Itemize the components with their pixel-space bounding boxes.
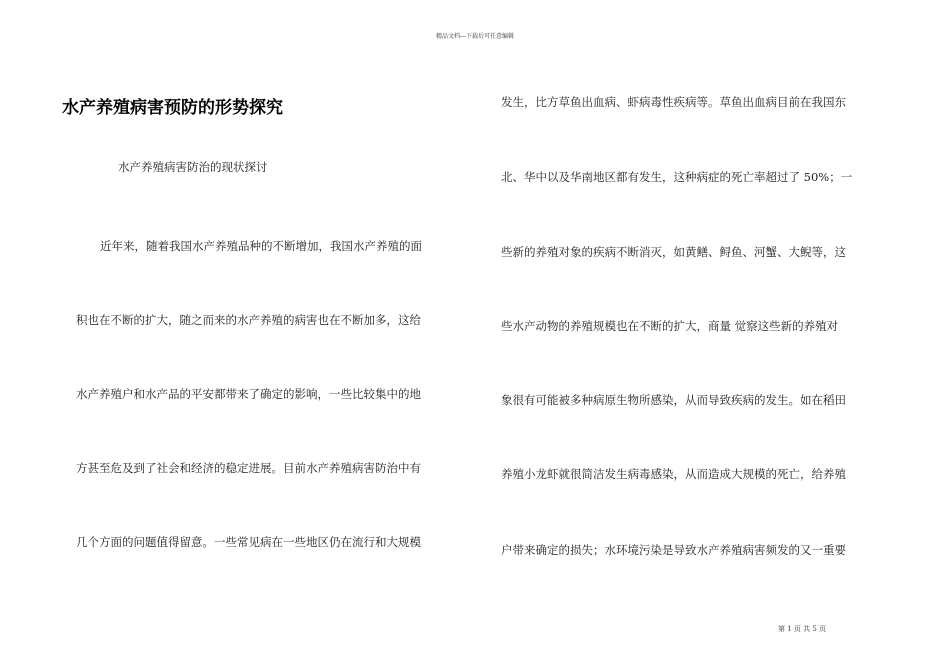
left-line-4: 方甚至危及到了社会和经济的稳定进展。目前水产养殖病害防治中有	[76, 461, 421, 475]
header-note: 精品文档---下载后可任意编辑	[435, 33, 515, 40]
left-line-2: 积也在不断的扩大，随之而来的水产养殖的病害也在不断加多，这给	[76, 313, 421, 327]
left-line-1: 近年来，随着我国水产养殖品种的不断增加，我国水产养殖的面	[100, 239, 422, 253]
left-line-3: 水产养殖户和水产品的平安都带来了确定的影响，一些比较集中的地	[76, 387, 421, 401]
right-line-6: 养殖小龙虾就很简洁发生病毒感染，从而造成大规模的死亡，给养殖	[501, 467, 846, 481]
right-line-7: 户带来确定的损失；水环境污染是导致水产养殖病害频发的又一重要	[501, 543, 846, 557]
right-line-3: 些新的养殖对象的疾病不断消灭，如黄鳝、鲟鱼、河蟹、大鲵等，这	[501, 245, 846, 259]
section-subtitle: 水产养殖病害防治的现状探讨	[118, 160, 268, 174]
right-line-5: 象很有可能被多种病原生物所感染，从而导致疾病的发生。如在稻田	[501, 393, 846, 407]
right-line-1: 发生，比方草鱼出血病、虾病毒性疾病等。草鱼出血病目前在我国东	[501, 95, 846, 109]
right-line-4: 些水产动物的养殖规模也在不断的扩大，商量 觉察这些新的养殖对	[501, 319, 839, 333]
page-title: 水产养殖病害预防的形势探究	[62, 98, 283, 118]
page-number: 第 1 页 共 5 页	[778, 625, 827, 633]
right-line-2: 北、华中以及华南地区都有发生，这种病症的死亡率超过了 50%；一	[501, 170, 853, 184]
left-line-5: 几个方面的问题值得留意。一些常见病在一些地区仍在流行和大规模	[76, 535, 421, 549]
